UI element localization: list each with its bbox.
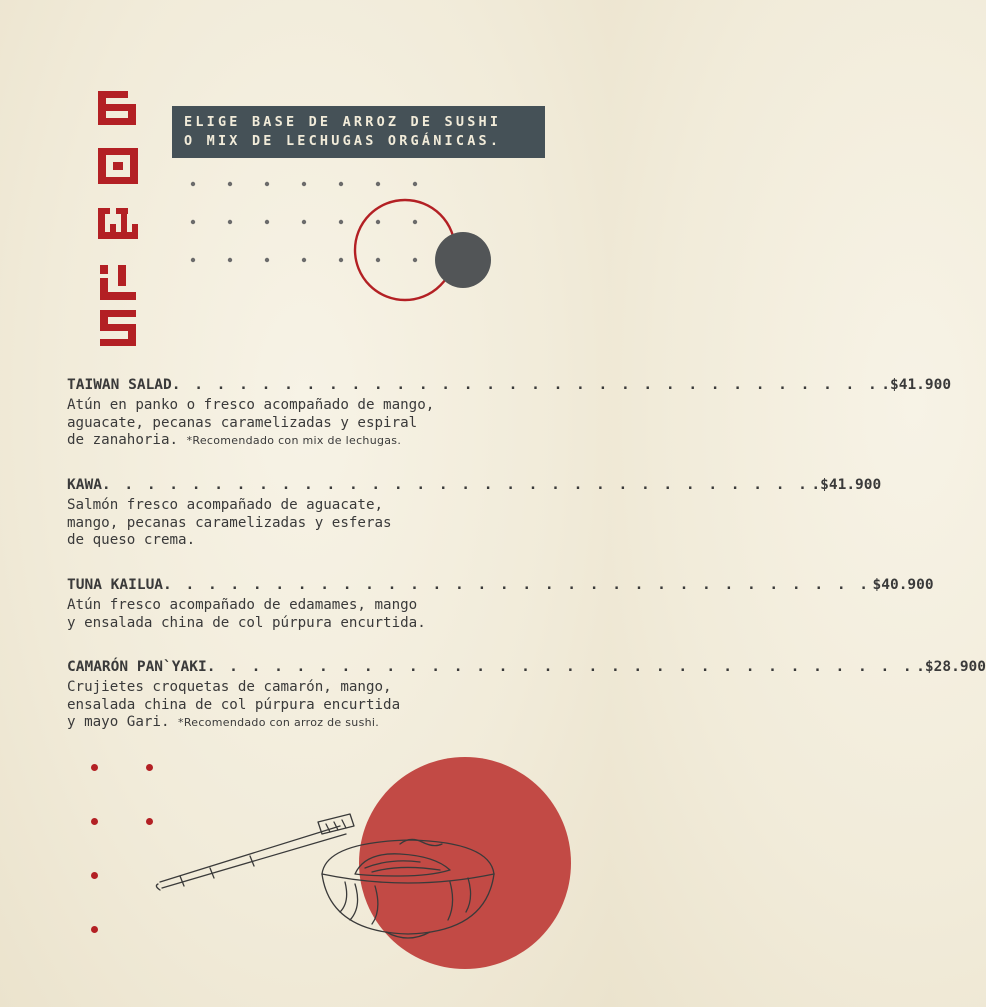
chopsticks-icon bbox=[156, 814, 354, 890]
red-dot bbox=[91, 764, 98, 771]
item-price: $40.900 bbox=[872, 577, 934, 593]
menu-item bbox=[67, 659, 986, 732]
menu-item bbox=[67, 577, 934, 632]
item-description: Salmón fresco acompañado de aguacate, mango, pecanas caramelizadas y esferas de queso crema. bbox=[67, 497, 392, 548]
menu-item bbox=[67, 377, 952, 450]
menu-item bbox=[67, 477, 882, 550]
item-price: .$41.900 bbox=[811, 477, 882, 493]
item-price: .$41.900 bbox=[881, 377, 952, 393]
bowl-illustration bbox=[150, 812, 500, 952]
item-name: KAWA bbox=[67, 477, 102, 493]
item-leader: . . . . . . . . . . . . . . . . . . . . . . . . . . . . . . . . bbox=[163, 577, 871, 593]
item-name: TUNA KAILUA bbox=[67, 577, 164, 593]
item-name: TAIWAN SALAD bbox=[67, 377, 172, 393]
item-name: CAMARÓN PAN`YAKI bbox=[67, 659, 207, 675]
decorative-dot-grid bbox=[0, 0, 609, 320]
item-leader: . . . . . . . . . . . . . . . . . . . . . . . . . . . . . . . . bbox=[171, 377, 880, 393]
item-description: Crujietes croquetas de camarón, mango, ensalada china de col púrpura encurtida y mayo Gari. bbox=[67, 679, 401, 730]
banner-line-1: ELIGE BASE DE ARROZ DE SUSHI bbox=[184, 114, 502, 130]
gray-circle-icon bbox=[435, 232, 491, 288]
item-price: .$28.900 bbox=[916, 659, 986, 675]
item-note: *Recomendado con arroz de sushi. bbox=[178, 716, 380, 729]
item-leader: . . . . . . . . . . . . . . . . . . . . . . . . . . . . . . . . bbox=[101, 477, 810, 493]
banner-line-2: O MIX DE LECHUGAS ORGÁNICAS. bbox=[184, 133, 502, 149]
item-description: Atún fresco acompañado de edamames, mango y ensalada china de col púrpura encurtida. bbox=[67, 597, 426, 631]
bowl-icon bbox=[322, 839, 494, 938]
item-note: *Recomendado con mix de lechugas. bbox=[186, 434, 402, 447]
item-description: Atún en panko o fresco acompañado de mango, aguacate, pecanas caramelizadas y espiral de zanahoria. bbox=[67, 397, 435, 448]
red-dot bbox=[91, 926, 98, 933]
red-dot bbox=[91, 872, 98, 879]
red-dot bbox=[91, 818, 98, 825]
red-dot bbox=[146, 764, 153, 771]
item-leader: . . . . . . . . . . . . . . . . . . . . . . . . . . . . . . . . bbox=[206, 659, 915, 675]
